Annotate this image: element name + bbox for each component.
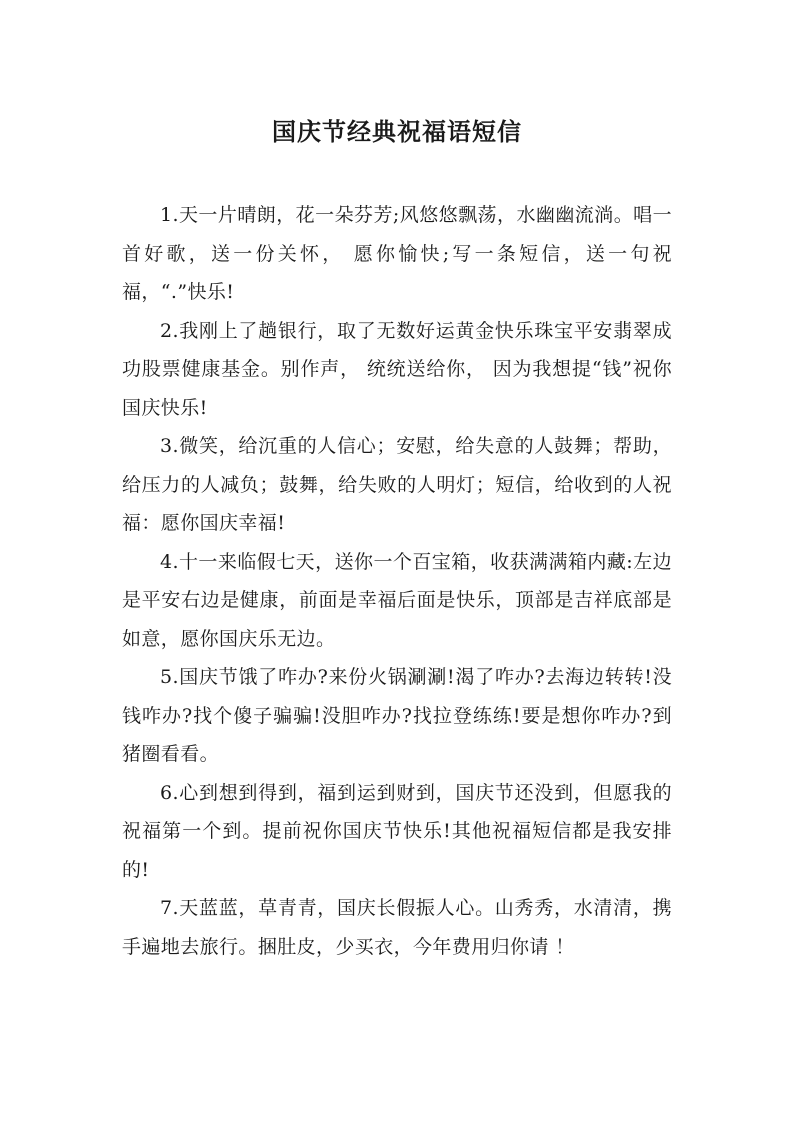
- paragraph-4: 4.十一来临假七天，送你一个百宝箱，收获满满箱内藏:左边是平安右边是健康，前面是幸福后面是快乐，顶部是吉祥底部是如意，愿你国庆乐无边。: [122, 550, 672, 650]
- paragraph-6: 6.心到想到得到，福到运到财到，国庆节还没到，但愿我的祝福第一个到。提前祝你国庆节快乐!其他祝福短信都是我安排的!: [122, 781, 672, 881]
- paragraph-7: 7.天蓝蓝，草青青，国庆长假振人心。山秀秀，水清清，携手遍地去旅行。捆肚皮，少买衣，今年费用归你请 ！: [122, 897, 672, 958]
- paragraph-2: 2.我刚上了趟银行，取了无数好运黄金快乐珠宝平安翡翠成功股票健康基金。别作声， 统统送给你， 因为我想提“钱”祝你国庆快乐!: [122, 319, 672, 419]
- page-title: 国庆节经典祝福语短信: [272, 118, 522, 147]
- paragraph-5: 5.国庆节饿了咋办?来份火锅涮涮!渴了咋办?去海边转转!没钱咋办?找个傻子骗骗!没胆咋办?找拉登练练!要是想你咋办?到猪圈看看。: [122, 666, 672, 765]
- paragraph-1: 1.天一片晴朗，花一朵芬芳;风悠悠飘荡，水幽幽流淌。唱一首好歌，送一份关怀， 愿你愉快;写一条短信，送一句祝福，“.”快乐!: [122, 204, 672, 303]
- document-body: [122, 196, 672, 966]
- paragraph-3: 3.微笑，给沉重的人信心；安慰，给失意的人鼓舞；帮助，给压力的人减负；鼓舞，给失败的人明灯；短信，给收到的人祝福：愿你国庆幸福!: [122, 435, 672, 534]
